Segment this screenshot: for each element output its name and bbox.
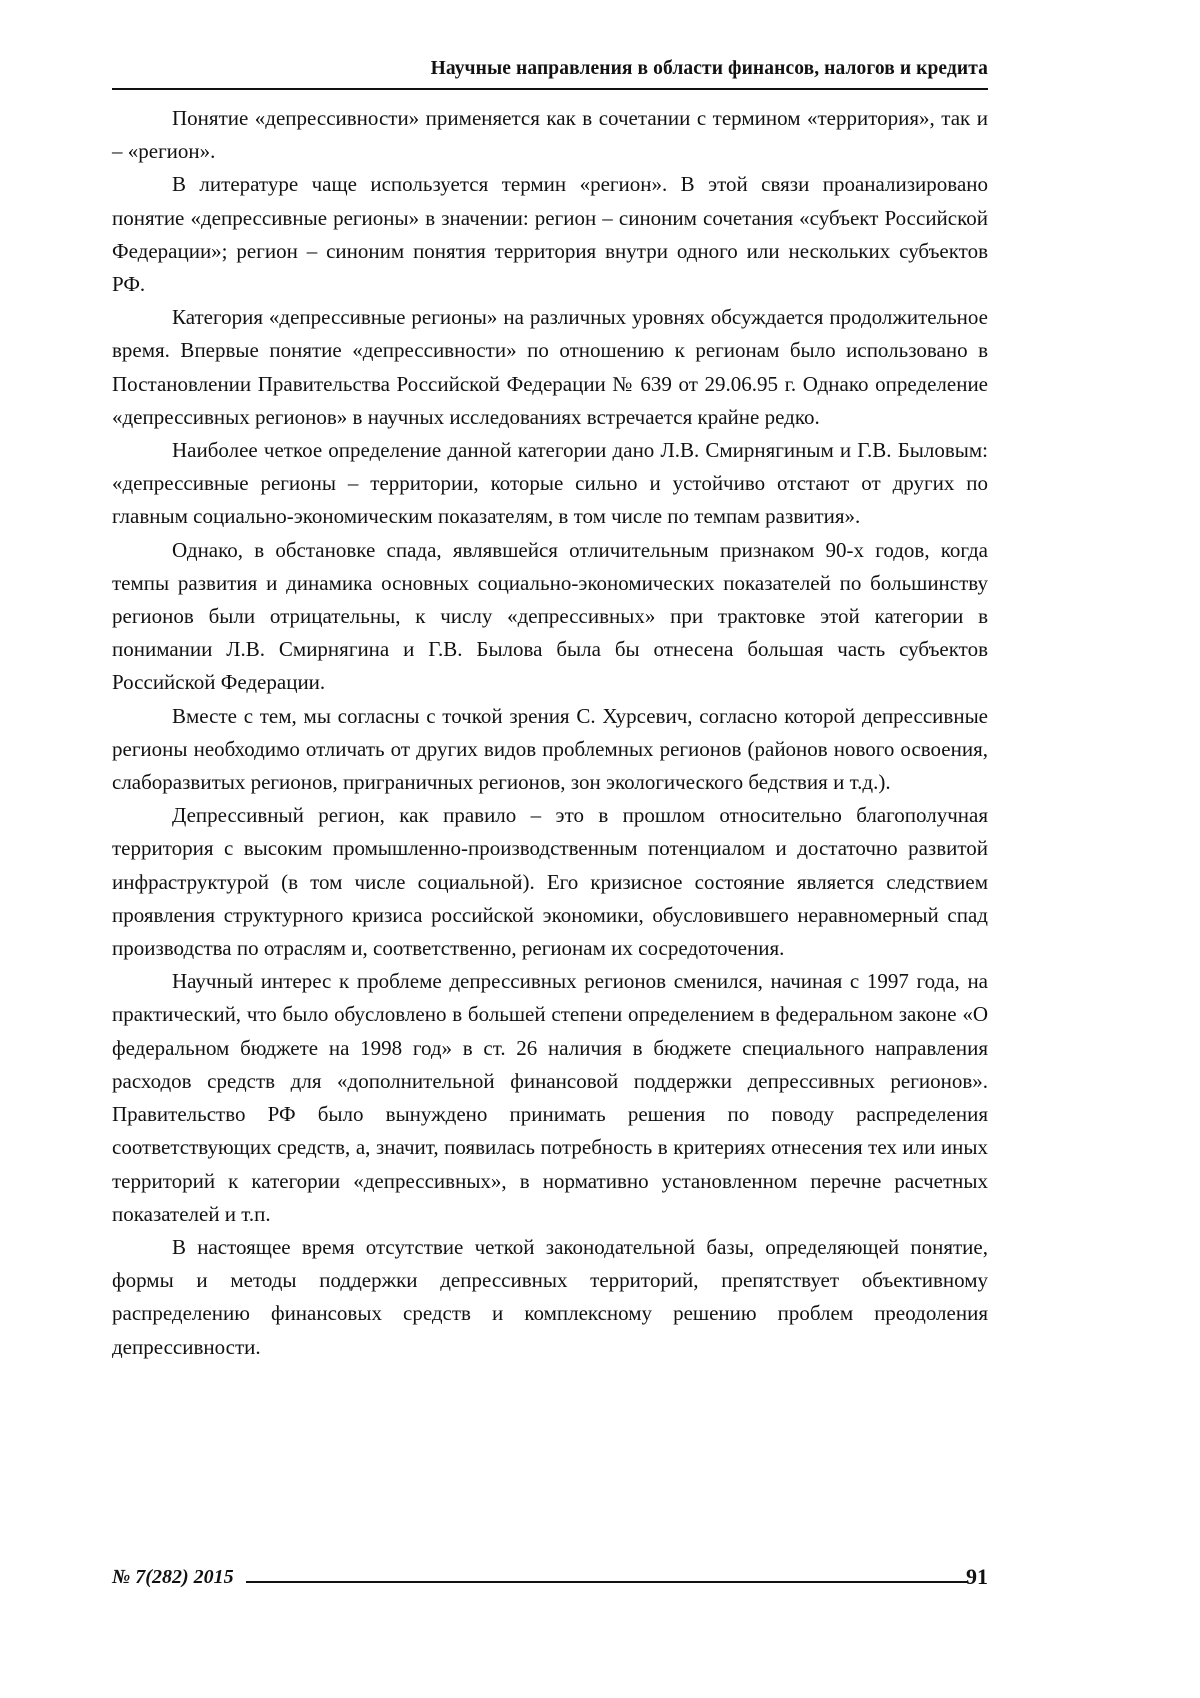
footer-issue: № 7(282) 2015 [112, 1566, 234, 1588]
paragraph: Наиболее четкое определение данной категории дано Л.В. Смирнягиным и Г.В. Быловым: «депрессивные регионы – территории, которые сильно и устойчиво отстают от других по главным социально-экономическим показателям, в том числе по темпам развития». [112, 438, 988, 529]
footer-divider [246, 1581, 968, 1583]
paragraph: Однако, в обстановке спада, являвшейся отличительным признаком 90-х годов, когда темпы развития и динамика основных социально-экономических показателей по большинству регионов были отрицательны, к числу «депрессивных» при трактовке этой категории в понимании Л.В. Смирнягина и Г.В. Былова была бы отнесена большая часть субъектов Российской Федерации. [112, 537, 988, 695]
paragraph: В литературе чаще используется термин «регион». В этой связи проанализировано понятие «депрессивные регионы» в значении: регион – синоним сочетания «субъект Российской Федерации»; регион – синоним понятия территория внутри одного или нескольких субъектов РФ. [112, 172, 988, 297]
paragraph: Понятие «депрессивности» применяется как в сочетании с термином «территория», так и – «регион». [112, 106, 988, 164]
paragraph: Категория «депрессивные регионы» на различных уровнях обсуждается продолжительное время. Впервые понятие «депрессивности» по отношению к регионам было использовано в Постановлении Правительства Российской Федерации № 639 от 29.06.95 г. Однако определение «депрессивных регионов» в научных исследованиях встречается крайне редко. [112, 305, 988, 429]
paragraph: Научный интерес к проблеме депрессивных регионов сменился, начиная с 1997 года, на практический, что было обусловлено в большей степени определением в федеральном законе «О федеральном бюджете на 1998 год» в ст. 26 наличия в бюджете специального направления расходов средств для «дополнительной финансовой поддержки депрессивных регионов». Правительство РФ было вынуждено принимать решения по поводу распределения соответствующих средств, а, значит, появилась потребность в критериях отнесения тех или иных территорий к категории «депрессивных», в нормативно установленном перечне расчетных показателей и т.п. [112, 969, 988, 1226]
page-number: 91 [966, 1564, 988, 1589]
running-head: Научные направления в области финансов, налогов и кредита [430, 58, 988, 79]
body-text [112, 102, 988, 1364]
paragraph: Вместе с тем, мы согласны с точкой зрения С. Хурсевич, согласно которой депрессивные регионы необходимо отличать от других видов проблемных регионов (районов нового освоения, слаборазвитых регионов, приграничных регионов, зон экологического бедствия и т.д.). [112, 703, 988, 795]
paragraph: В настоящее время отсутствие четкой законодательной базы, определяющей понятие, формы и методы поддержки депрессивных территорий, препятствует объективному распределению финансовых средств и комплексному решению проблем преодоления депрессивности. [112, 1234, 988, 1359]
header-divider [112, 88, 988, 90]
paragraph: Депрессивный регион, как правило – это в прошлом относительно благополучная территория с высоким промышленно-производственным потенциалом и достаточно развитой инфраструктурой (в том числе социальной). Его кризисное состояние является следствием проявления структурного кризиса российской экономики, обусловившего неравномерный спад производства по отраслям и, соответственно, регионам их сосредоточения. [112, 803, 988, 961]
